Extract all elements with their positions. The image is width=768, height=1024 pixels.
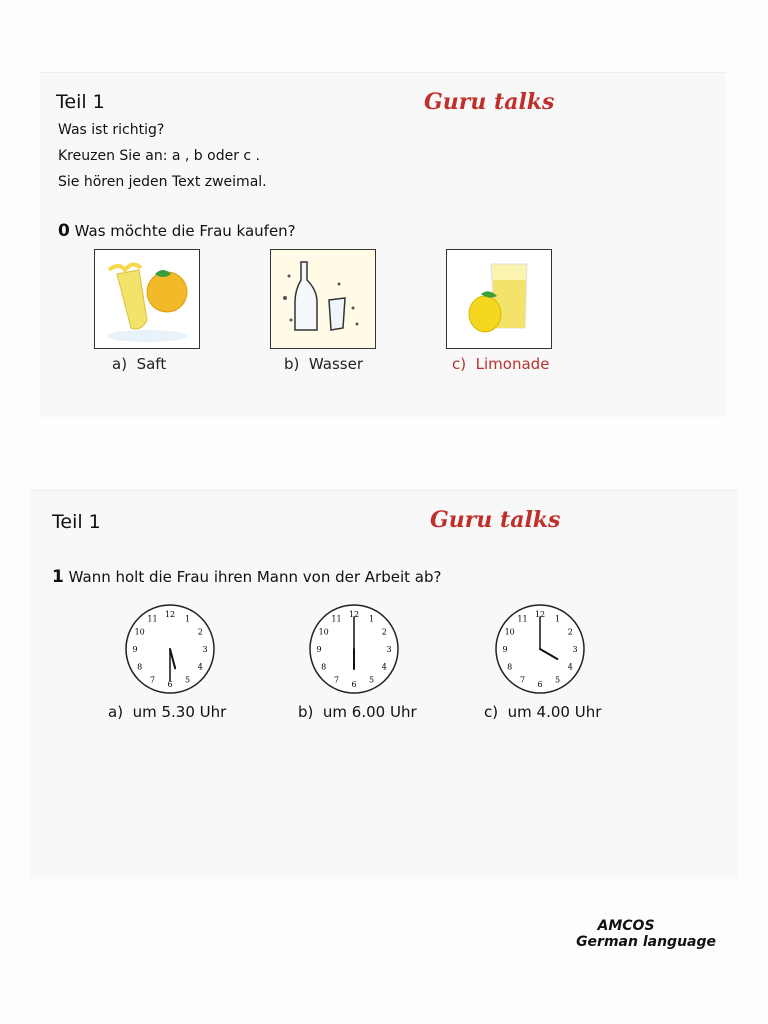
- clock-numeral: 10: [134, 627, 145, 637]
- instruction-line: Kreuzen Sie an: a , b oder c .: [58, 148, 260, 164]
- footer-credit: [576, 918, 716, 950]
- clock-a-icon[interactable]: [122, 601, 218, 697]
- clock-numeral: 5: [368, 675, 375, 685]
- clock-numeral: 12: [164, 610, 176, 619]
- clock-numeral: 8: [137, 662, 143, 672]
- option-letter: c): [452, 355, 467, 373]
- question-number: 1: [52, 567, 64, 587]
- clock-b-icon[interactable]: [306, 601, 402, 697]
- clock-numeral: 2: [197, 627, 203, 637]
- option-letter: b): [284, 355, 300, 373]
- clock-numeral: 4: [197, 662, 203, 672]
- clock-numeral: 8: [507, 662, 513, 672]
- footer-subject: German language: [576, 934, 716, 950]
- option-c-label[interactable]: [452, 355, 549, 373]
- clock-numeral: 3: [386, 645, 392, 654]
- question-0: [58, 221, 296, 241]
- clock-numeral: 7: [149, 675, 156, 685]
- clock-numeral: 11: [517, 614, 528, 624]
- option-b-label[interactable]: [284, 355, 363, 373]
- clock-numeral: 7: [519, 675, 526, 685]
- question-number: 0: [58, 221, 70, 241]
- clock-numeral: 11: [147, 614, 158, 624]
- clock-numeral: 7: [333, 675, 340, 685]
- clock-numeral: 6: [351, 680, 357, 689]
- footer-org: AMCOS: [597, 918, 655, 934]
- clock-numeral: 5: [554, 675, 561, 685]
- exercise-card-0: [40, 72, 726, 417]
- section-title: Teil 1: [52, 511, 101, 533]
- option-b-image[interactable]: [270, 249, 376, 349]
- clock-numeral: 2: [567, 627, 573, 637]
- water-bottle-icon: [271, 250, 375, 348]
- clock-numeral: 8: [321, 662, 327, 672]
- option-c-image[interactable]: [446, 249, 552, 349]
- clock-numeral: 4: [567, 662, 573, 672]
- clock-numeral: 2: [381, 627, 387, 637]
- option-letter: a): [112, 355, 128, 373]
- option-text: Wasser: [308, 355, 364, 373]
- option-letter: c): [484, 703, 499, 721]
- clock-numeral: 11: [331, 614, 342, 624]
- clock-numeral: 10: [504, 627, 515, 637]
- juice-glass-icon: [95, 250, 199, 348]
- instructions: [58, 117, 267, 195]
- option-b-label[interactable]: [298, 703, 417, 721]
- instruction-line: Was ist richtig?: [58, 122, 165, 138]
- option-a-image[interactable]: [94, 249, 200, 349]
- option-a-label[interactable]: [112, 355, 166, 373]
- instruction-line: Sie hören jeden Text zweimal.: [58, 174, 267, 190]
- exercise-card-1: [30, 490, 738, 879]
- clock-c-icon[interactable]: [492, 601, 588, 697]
- question-1: [52, 567, 441, 587]
- brand-watermark: Guru talks: [430, 507, 561, 533]
- option-c-label[interactable]: [484, 703, 601, 721]
- clock-numeral: 9: [502, 645, 508, 654]
- clock-numeral: 6: [167, 680, 173, 689]
- option-text: Saft: [136, 355, 167, 373]
- question-text: Wann holt die Frau ihren Mann von der Arbeit ab?: [68, 568, 442, 586]
- option-text: Limonade: [475, 355, 550, 373]
- clock-numeral: 3: [572, 645, 578, 654]
- section-title: Teil 1: [56, 91, 105, 113]
- clock-numeral: 6: [537, 680, 543, 689]
- question-text: Was möchte die Frau kaufen?: [74, 222, 296, 240]
- lemonade-glass-icon: [447, 250, 551, 348]
- clock-numeral: 12: [534, 610, 546, 619]
- option-letter: a): [108, 703, 124, 721]
- clock-numeral: 12: [348, 610, 360, 619]
- brand-watermark: Guru talks: [424, 89, 555, 115]
- option-text: um 6.00 Uhr: [322, 703, 417, 721]
- clock-numeral: 1: [368, 614, 375, 624]
- clock-numeral: 1: [184, 614, 191, 624]
- option-letter: b): [298, 703, 314, 721]
- clock-numeral: 5: [184, 675, 191, 685]
- option-text: um 4.00 Uhr: [507, 703, 602, 721]
- option-a-label[interactable]: [108, 703, 226, 721]
- clock-numeral: 10: [318, 627, 329, 637]
- clock-numeral: 1: [554, 614, 561, 624]
- clock-numeral: 4: [381, 662, 387, 672]
- clock-numeral: 9: [132, 645, 138, 654]
- clock-numeral: 9: [316, 645, 322, 654]
- option-text: um 5.30 Uhr: [132, 703, 227, 721]
- clock-numeral: 3: [202, 645, 208, 654]
